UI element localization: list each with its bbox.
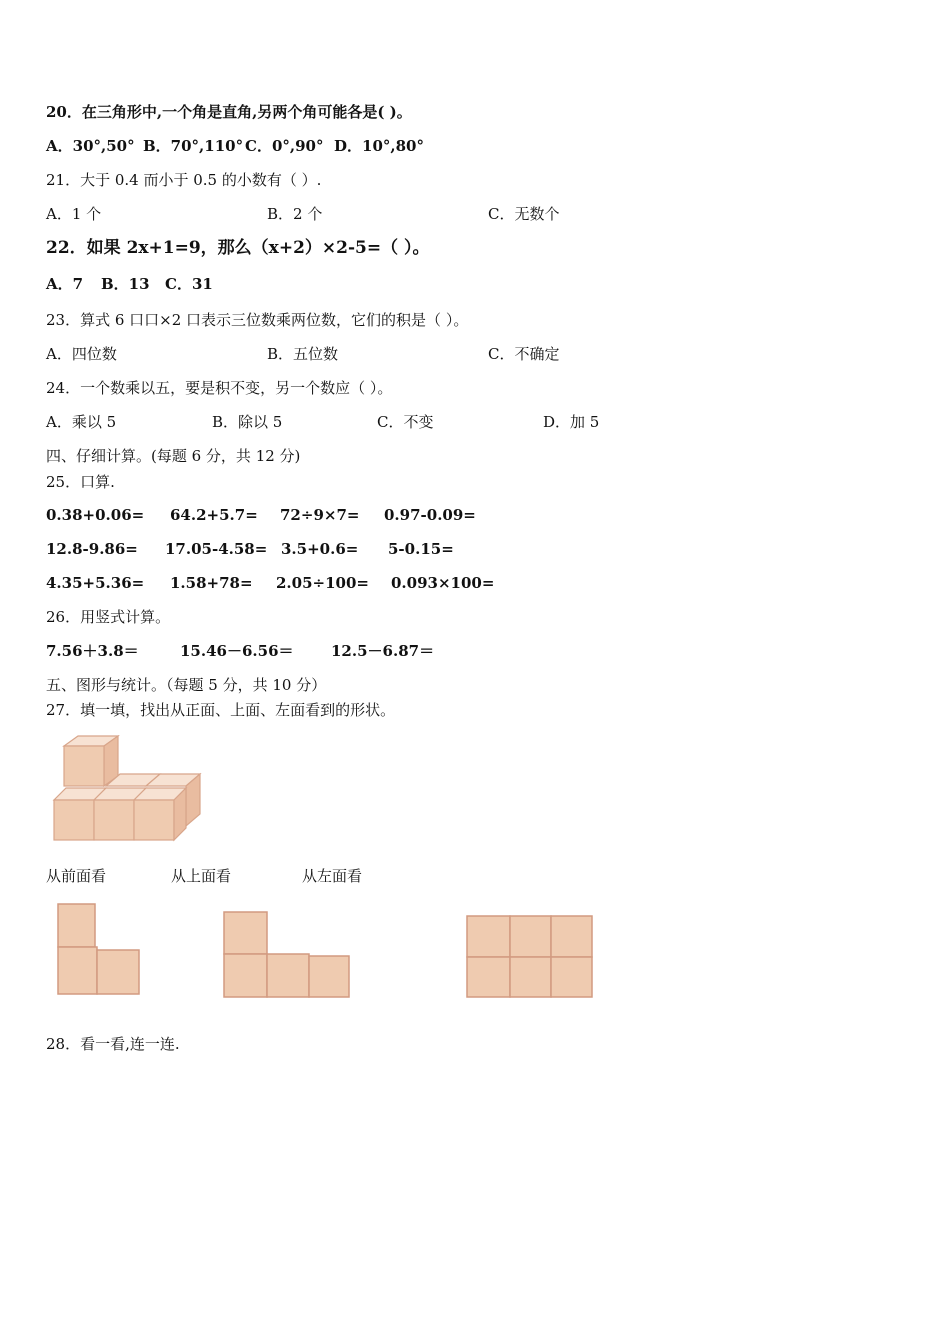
q24-option-b[interactable]: B．除以 5 <box>212 413 283 431</box>
q25-item: 5-0.15= <box>388 540 454 558</box>
q26-stem: 26．用竖式计算。 <box>46 608 171 626</box>
q21-option-c[interactable]: C．无数个 <box>488 205 560 223</box>
view-shape-3 <box>463 912 597 1002</box>
q24-option-c[interactable]: C．不变 <box>377 413 434 431</box>
top-view-label: 从上面看 <box>171 867 232 885</box>
q25-stem: 25．口算. <box>46 473 115 491</box>
q26-item: 15.46－6.56＝ <box>180 642 294 660</box>
left-view-label: 从左面看 <box>302 867 363 885</box>
section-5-heading: 五、图形与统计。（每题 5 分，共 10 分） <box>46 676 327 694</box>
q21-stem: 21．大于 0.4 而小于 0.5 的小数有（ ）. <box>46 171 322 189</box>
view-shape-1 <box>54 900 146 1000</box>
q23-option-a[interactable]: A．四位数 <box>46 345 117 363</box>
section-4-heading: 四、仔细计算。(每题 6 分，共 12 分) <box>46 447 301 465</box>
q23-option-c[interactable]: C．不确定 <box>488 345 560 363</box>
q25-item: 72÷9×7= <box>280 506 360 524</box>
q25-item: 2.05÷100= <box>276 574 369 592</box>
q22-option-b[interactable]: B．13 <box>101 275 150 293</box>
q20-stem: 20．在三角形中,一个角是直角,另两个角可能各是( )。 <box>46 103 412 121</box>
q21-option-b[interactable]: B．2 个 <box>267 205 323 223</box>
q22-option-c[interactable]: C．31 <box>165 275 213 293</box>
q23-option-b[interactable]: B．五位数 <box>267 345 339 363</box>
q25-item: 64.2+5.7= <box>170 506 258 524</box>
q20-option-a[interactable]: A．30°,50° <box>46 137 135 155</box>
q24-stem: 24．一个数乘以五，要是积不变，另一个数应（ ）。 <box>46 379 393 397</box>
front-view-label: 从前面看 <box>46 867 107 885</box>
q22-option-a[interactable]: A．7 <box>46 275 84 293</box>
q24-option-a[interactable]: A．乘以 5 <box>46 413 117 431</box>
view-shape-2 <box>220 908 354 1002</box>
q21-option-a[interactable]: A．1 个 <box>46 205 102 223</box>
q25-item: 1.58+78= <box>170 574 253 592</box>
q20-option-b[interactable]: B．70°,110° <box>143 137 244 155</box>
q25-item: 4.35+5.36= <box>46 574 145 592</box>
q25-item: 3.5+0.6= <box>281 540 359 558</box>
q26-item: 7.56＋3.8＝ <box>46 642 139 660</box>
q25-item: 0.38+0.06= <box>46 506 145 524</box>
q25-item: 17.05-4.58= <box>165 540 268 558</box>
q24-option-d[interactable]: D．加 5 <box>543 413 600 431</box>
q23-stem: 23．算式 6 口口×2 口表示三位数乘两位数，它们的积是（ ）。 <box>46 311 469 329</box>
q26-item: 12.5－6.87＝ <box>331 642 435 660</box>
cube-stack-figure <box>46 728 206 850</box>
q22-stem: 22．如果 2x+1=9，那么（x+2）×2-5=（ ）。 <box>46 238 430 258</box>
q25-item: 0.093×100= <box>391 574 495 592</box>
q20-option-c[interactable]: C．0°,90° <box>245 137 324 155</box>
q28-stem: 28．看一看,连一连. <box>46 1035 180 1053</box>
q25-item: 12.8-9.86= <box>46 540 138 558</box>
q25-item: 0.97-0.09= <box>384 506 476 524</box>
q27-stem: 27．填一填，找出从正面、上面、左面看到的形状。 <box>46 701 396 719</box>
q20-option-d[interactable]: D．10°,80° <box>334 137 424 155</box>
